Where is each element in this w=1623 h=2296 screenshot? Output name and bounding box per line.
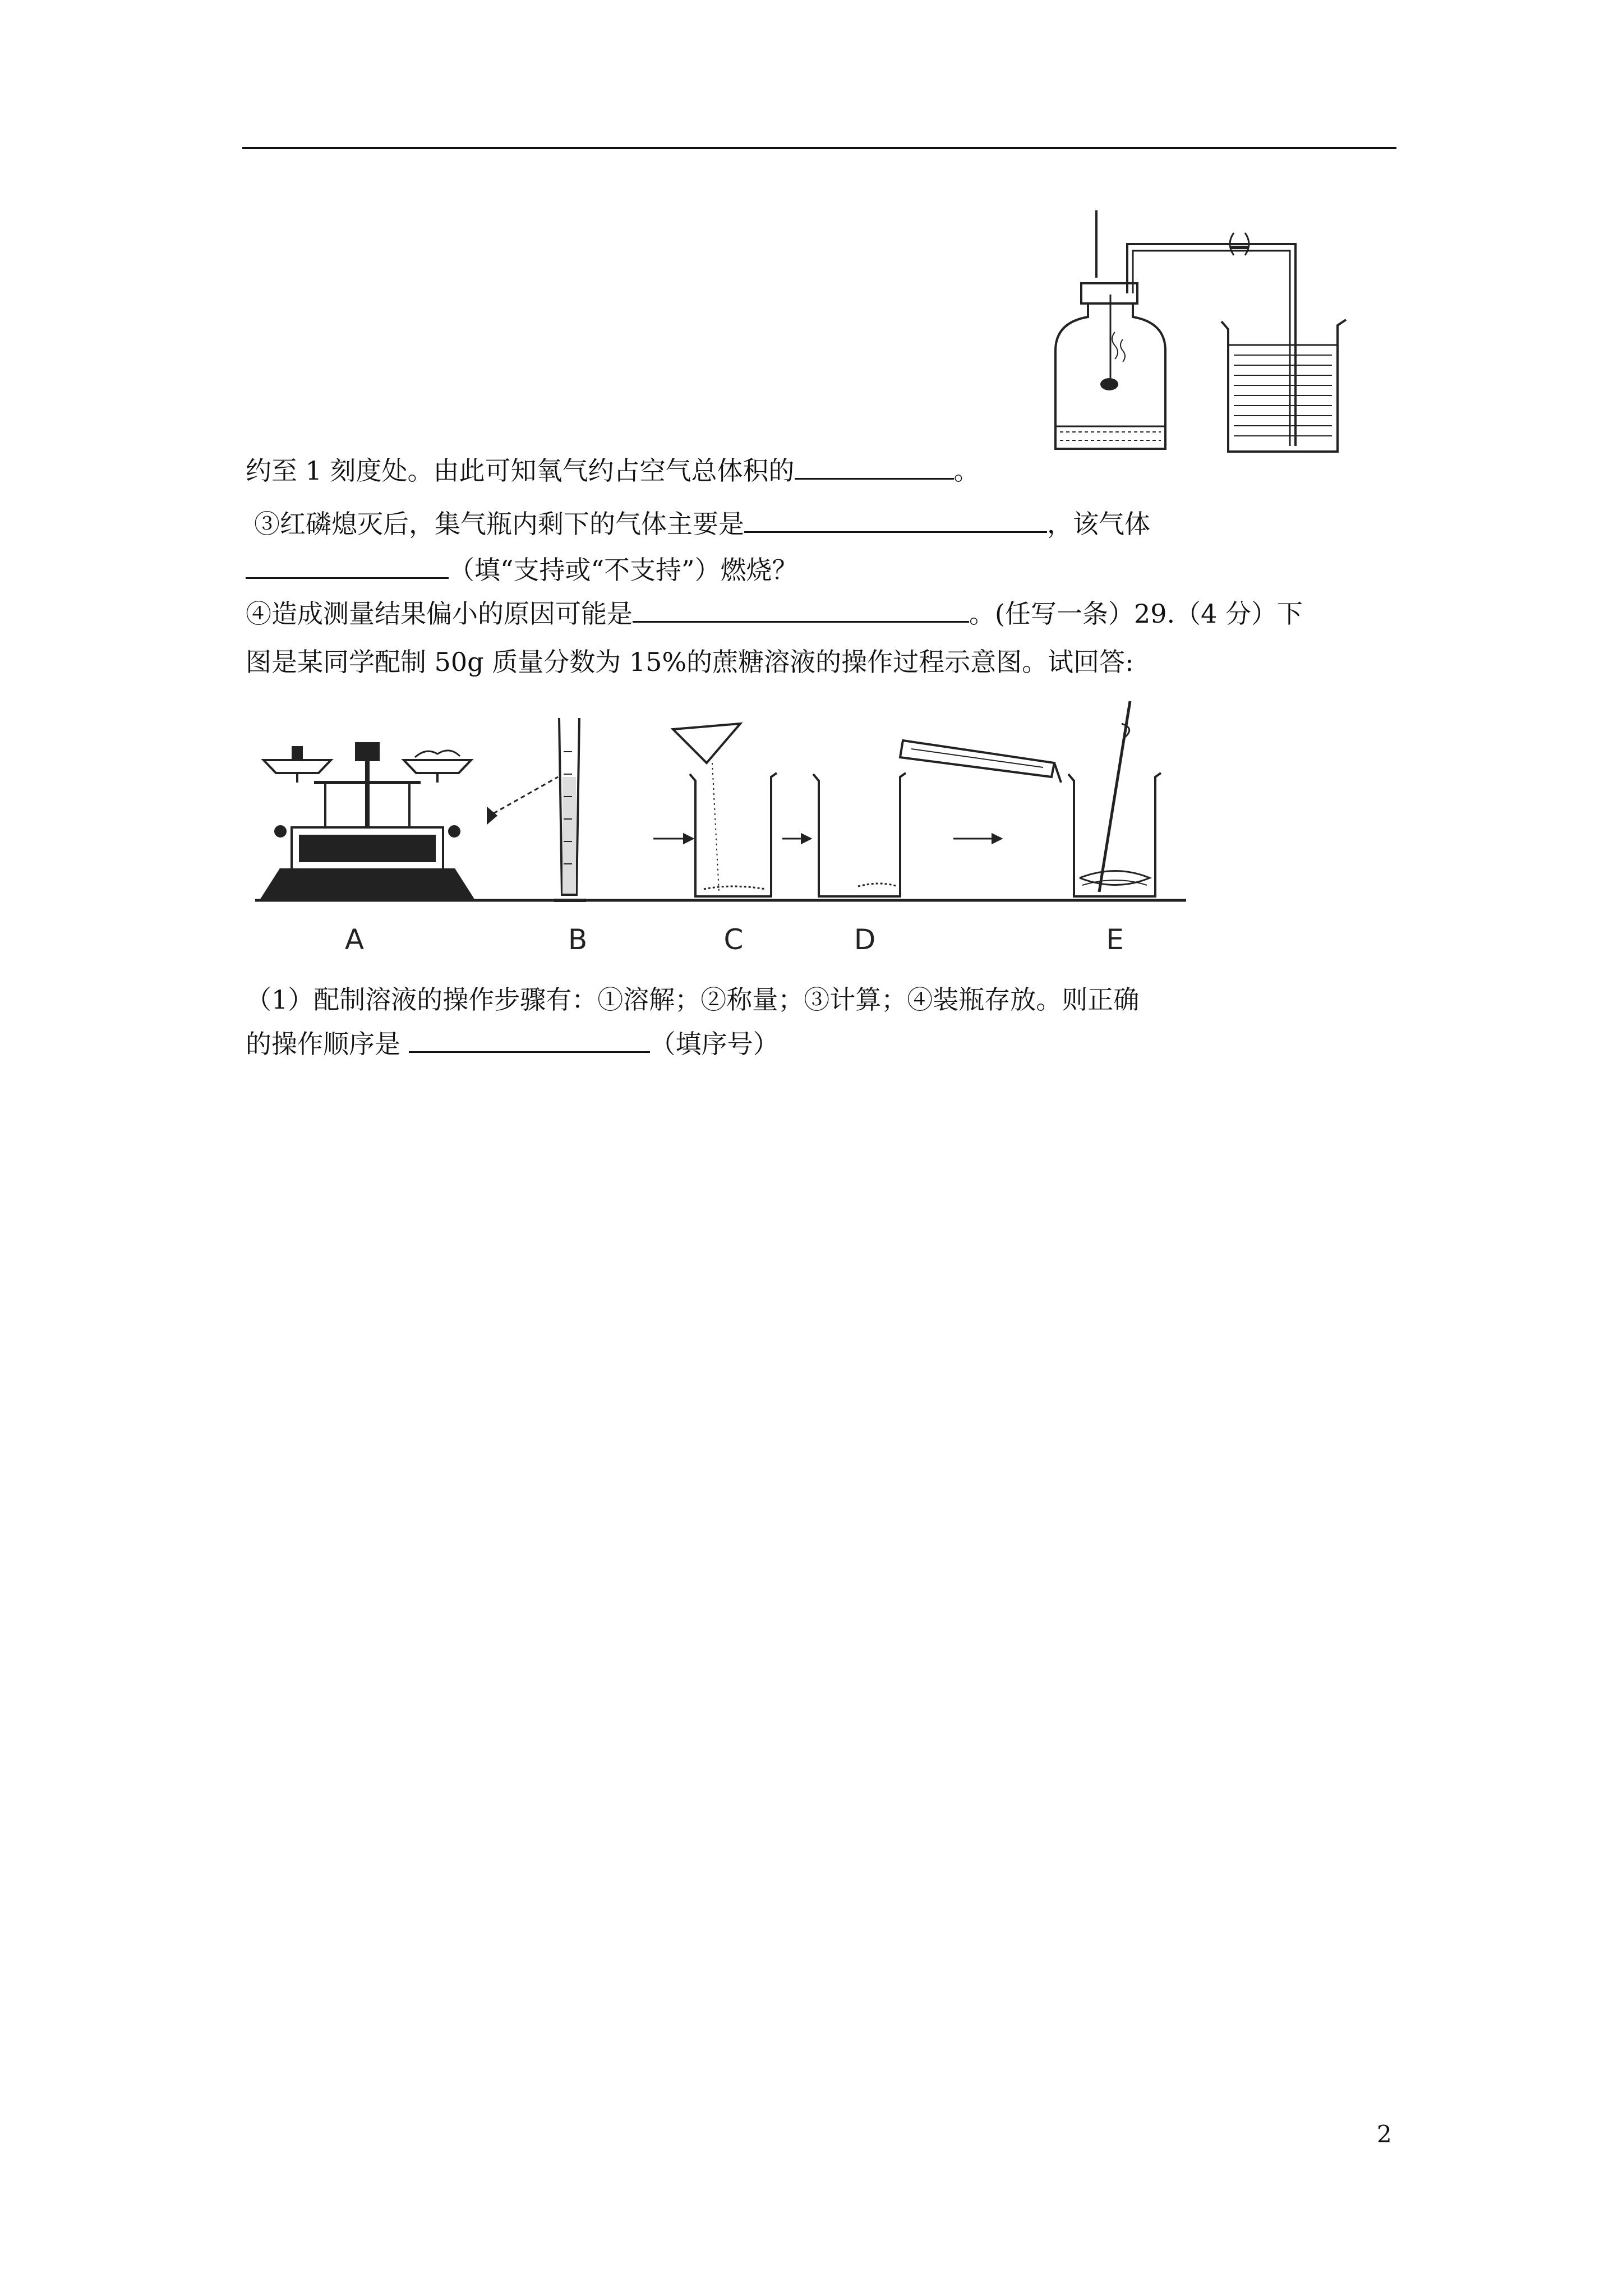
answer-blank-operation-order[interactable] [409,1027,650,1053]
step-label-d: D [854,923,876,956]
text-line-6 [246,983,1139,1016]
answer-blank-remaining-gas[interactable] [744,507,1047,533]
step-label-b: B [568,923,588,956]
line3-text-a: （填“支持或“不支持”）燃烧？ [449,555,798,585]
answer-blank-support-combustion[interactable] [246,553,449,579]
answer-blank-error-reason[interactable] [633,596,969,623]
solution-preparation-drawing [247,684,1211,965]
phosphorus-apparatus-figure [1043,210,1357,457]
header-rule [242,147,1396,149]
line7-text-b: （填序号） [649,1029,779,1059]
line4-text-b: 。(任写一条）29.（4 分）下 [969,599,1303,629]
text-line-5 [246,645,1134,679]
line6-text-a: （1）配制溶液的操作步骤有：①溶解；②称量；③计算；④装瓶存放。则正确 [246,984,1140,1015]
text-line-7 [246,1027,779,1061]
line1-text-a: 约至 1 刻度处。由此可知氧气约占空气总体积的 [246,455,795,486]
text-line-3 [246,553,798,587]
phosphorus-apparatus-drawing [1043,210,1357,457]
answer-blank-oxygen-fraction[interactable] [795,453,954,480]
text-line-2 [254,507,1150,541]
line4-text-a: ④造成测量结果偏小的原因可能是 [246,599,633,629]
line7-text-a: 的操作顺序是 [246,1029,400,1059]
step-label-c: C [723,923,744,956]
text-line-1 [246,453,980,487]
line5-text-a: 图是某同学配制 50g 质量分数为 15%的蔗糖溶液的操作过程示意图。试回答: [246,647,1134,677]
text-line-4 [246,596,1303,631]
line1-text-b: 。 [953,455,980,486]
solution-preparation-figure [247,684,1211,965]
line2-text-b: ，该气体 [1047,509,1150,539]
line2-text-a: ③红磷熄灭后，集气瓶内剩下的气体主要是 [254,509,744,539]
step-label-e: E [1106,923,1124,956]
step-label-a: A [344,923,365,956]
page-number: 2 [1377,2120,1392,2148]
